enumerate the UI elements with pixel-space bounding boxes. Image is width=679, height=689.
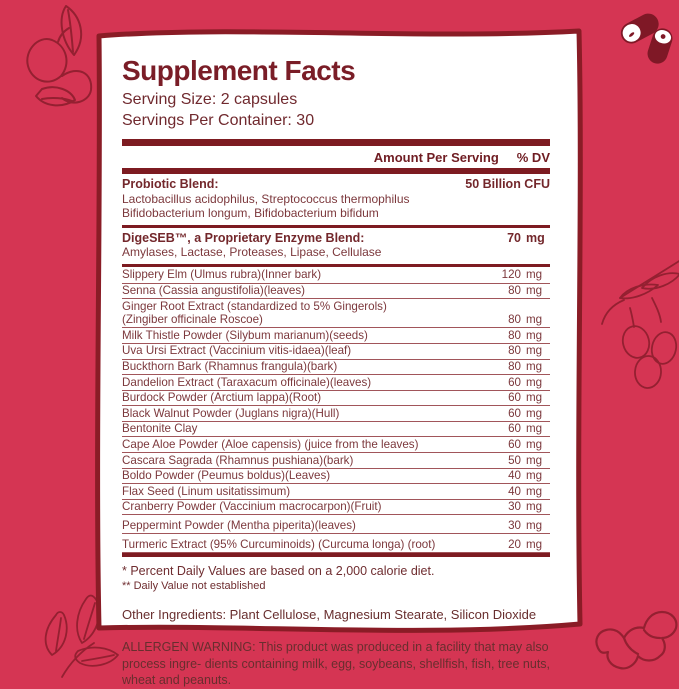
supplement-facts-panel	[92, 22, 586, 688]
ingredient-amount: 30 mg	[508, 518, 543, 532]
ingredient-amount: 60 mg	[508, 406, 543, 420]
probiotic-blend-section	[122, 174, 550, 225]
ingredient-name: Boldo Powder (Peumus boldus)(Leaves)	[122, 469, 331, 483]
enzyme-blend-section	[122, 228, 550, 264]
allergen-warning-line: dients containing milk, egg, soybeans, shellfish, fish, tree nuts, wheat and peanuts.	[122, 656, 551, 688]
label-content	[92, 22, 586, 688]
ingredient-name-line2: (Zingiber officinale Roscoe)	[122, 313, 263, 327]
ingredient-name: Black Walnut Powder (Juglans nigra)(Hull)	[122, 406, 340, 420]
table-row	[122, 422, 550, 438]
allergen-warning	[122, 639, 550, 689]
ingredient-name: Slippery Elm (Ulmus rubra)(Inner bark)	[122, 268, 322, 282]
allergen-warning-line: ALLERGEN WARNING: This product was produced in a facility that may also process ingre-	[122, 639, 549, 671]
column-header-row	[122, 146, 550, 168]
ingredient-amount: 60 mg	[508, 375, 543, 389]
table-row	[122, 344, 550, 360]
table-row	[122, 391, 550, 407]
ingredient-name: Dandelion Extract (Taraxacum officinale)(leaves)	[122, 375, 372, 389]
table-row	[122, 534, 550, 553]
ingredient-amount: 80 mg	[508, 313, 543, 327]
dv-header: % DV	[516, 150, 550, 166]
servings-per-container: Servings Per Container: 30	[122, 111, 315, 129]
dv-not-established-footnote: ** Daily Value not established	[122, 579, 266, 592]
ingredient-name: Uva Ursi Extract (Vaccinium vitis-idaea)(leaf)	[122, 344, 352, 358]
table-row	[122, 500, 550, 516]
table-row	[122, 484, 550, 500]
ingredient-name: Flax Seed (Linum usitatissimum)	[122, 484, 291, 498]
table-row	[122, 375, 550, 391]
ingredient-name: Cranberry Powder (Vaccinium macrocarpon)(Fruit)	[122, 500, 382, 514]
ingredient-amount: 60 mg	[508, 391, 543, 405]
ingredient-amount: 30 mg	[508, 500, 543, 514]
ingredient-name: Peppermint Powder (Mentha piperita)(leaves)	[122, 518, 356, 532]
ingredient-name: Burdock Powder (Arctium lappa)(Root)	[122, 391, 322, 405]
ingredient-amount: 40 mg	[508, 469, 543, 483]
table-row	[122, 406, 550, 422]
ingredient-name: Buckthorn Bark (Rhamnus frangula)(bark)	[122, 360, 338, 374]
table-row	[122, 469, 550, 485]
capsule-pills-icon	[608, 6, 678, 66]
ingredient-name: Cape Aloe Powder (Aloe capensis) (juice from the leaves)	[122, 437, 419, 451]
table-row	[122, 284, 550, 300]
ingredient-amount: 40 mg	[508, 484, 543, 498]
ingredient-name: Senna (Cassia angustifolia)(leaves)	[122, 284, 306, 298]
table-row	[122, 515, 550, 534]
ingredient-name: Turmeric Extract (95% Curcuminoids) (Curcuma longa) (root)	[122, 537, 436, 551]
table-row	[122, 437, 550, 453]
ingredient-table	[122, 268, 550, 553]
divider-thick	[122, 139, 550, 146]
blend-amount: 50 Billion CFU	[465, 177, 550, 192]
ingredient-amount: 80 mg	[508, 284, 543, 298]
blend-name: Probiotic Blend:	[122, 177, 219, 192]
ingredient-amount: 80 mg	[508, 360, 543, 374]
divider-bottom	[122, 553, 550, 557]
table-row	[122, 360, 550, 376]
ingredient-name: Milk Thistle Powder (Silybum marianum)(seeds)	[122, 328, 368, 342]
daily-value-footnote: * Percent Daily Values are based on a 2,000 calorie diet.	[122, 563, 435, 578]
ingredient-amount: 60 mg	[508, 422, 543, 436]
amount-per-serving-header: Amount Per Serving	[373, 150, 499, 166]
ingredient-amount: 80 mg	[508, 344, 543, 358]
table-row	[122, 268, 550, 284]
ingredient-amount: 60 mg	[508, 437, 543, 451]
ingredient-amount: 50 mg	[508, 453, 543, 467]
ginger-root-sketch-icon	[592, 596, 679, 681]
blend-ingredients-line: Amylases, Lactase, Proteases, Lipase, Cellulase	[122, 245, 382, 260]
ingredient-name: Cascara Sagrada (Rhamnus pushiana)(bark)	[122, 453, 354, 467]
ingredient-amount: 80 mg	[508, 328, 543, 342]
serving-size: Serving Size: 2 capsules	[122, 91, 298, 109]
table-row	[122, 453, 550, 469]
other-ingredients: Other Ingredients: Plant Cellulose, Magnesium Stearate, Silicon Dioxide	[122, 606, 537, 622]
ingredient-amount: 20 mg	[508, 537, 543, 551]
page-title: Supplement Facts	[122, 55, 356, 86]
blend-ingredients-line: Lactobacillus acidophilus, Streptococcus thermophilus	[122, 191, 410, 206]
divider-section	[122, 264, 550, 267]
olive-branch-sketch-icon	[600, 250, 679, 390]
blend-name: DigeSEB™, a Proprietary Enzyme Blend:	[122, 230, 365, 245]
ingredient-amount: 120 mg	[501, 268, 543, 282]
ingredient-name: Bentonite Clay	[122, 422, 198, 436]
table-row	[122, 299, 550, 328]
blend-amount: 70 mg	[507, 230, 545, 245]
blend-ingredients-line: Bifidobacterium longum, Bifidobacterium bifidum	[122, 206, 379, 221]
table-row	[122, 328, 550, 344]
ingredient-name: Ginger Root Extract (standardized to 5% Gingerols)	[122, 299, 387, 313]
